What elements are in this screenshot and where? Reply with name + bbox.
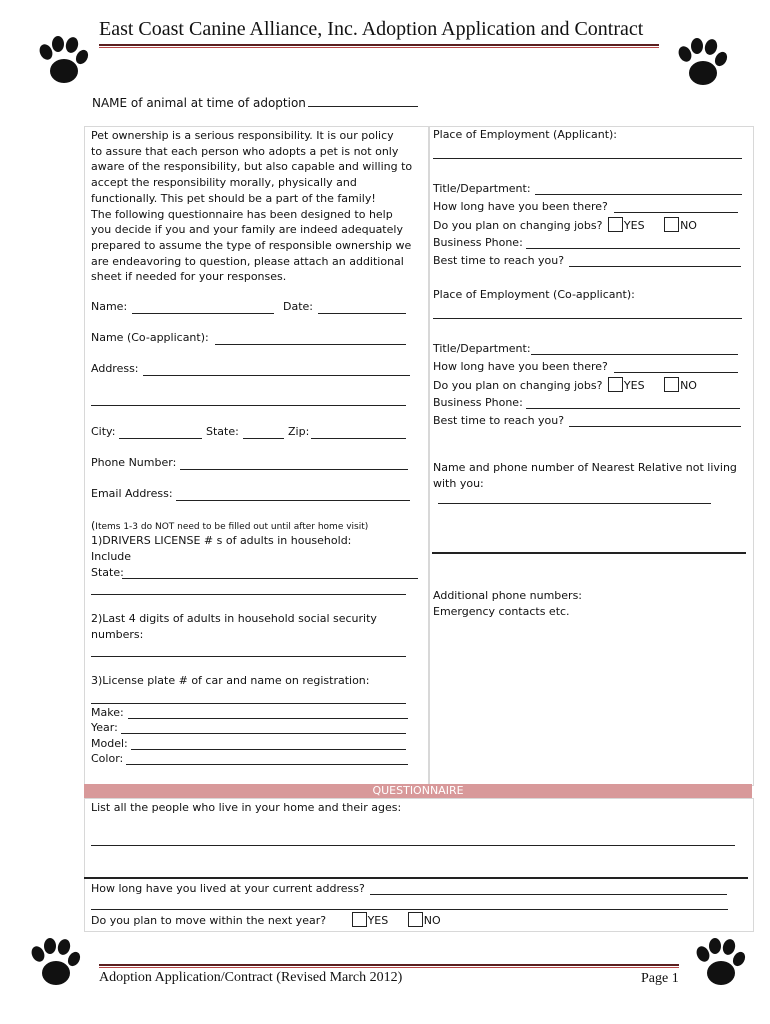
section-divider [432,552,746,554]
email-field[interactable] [176,500,410,501]
relative-field[interactable] [438,503,711,504]
co-how-long-label: How long have you been there? [433,360,608,373]
paw-print-icon [694,938,746,988]
zip-label: Zip: [288,425,310,438]
footer-left: Adoption Application/Contract (Revised March 2012) [99,970,403,985]
changing-jobs-label: Do you plan on changing jobs? [433,219,603,232]
no-checkbox[interactable] [664,217,679,232]
move-yes-checkbox[interactable] [352,912,367,927]
co-best-time-field[interactable] [569,426,741,427]
additional-phones-label: Additional phone numbers: [433,589,583,602]
drivers-license-label: 1)DRIVERS LICENSE # s of adults in household: [91,534,352,547]
people-field[interactable] [91,845,735,846]
intro-line: sheet if needed for your responses. [91,270,287,284]
yes-checkbox[interactable] [608,217,623,232]
co-yes-checkbox[interactable] [608,377,623,392]
animal-name-row [92,94,418,110]
items-note-paren: ( [91,519,96,532]
animal-name-field[interactable] [308,94,418,107]
questionnaire-divider [84,877,748,879]
phone-field[interactable] [180,469,408,470]
co-changing-jobs-row [433,377,697,394]
questionnaire-heading: QUESTIONNAIRE [84,784,752,798]
phone-label: Phone Number: [91,456,177,469]
relative-label: Name and phone number of Nearest Relative not living [433,461,737,474]
address-label: Address: [91,362,139,375]
city-label: City: [91,425,116,438]
license-plate-field[interactable] [91,703,406,704]
co-applicant-field[interactable] [215,344,406,345]
email-label: Email Address: [91,487,173,500]
year-label: Year: [91,721,118,734]
page-title: East Coast Canine Alliance, Inc. Adoption Application and Contract [99,18,644,40]
title-dept-field[interactable] [535,194,742,195]
intro-line: to assure that each person who adopts a pet is not only [91,144,399,158]
date-field[interactable] [318,313,406,314]
title-rule [99,44,659,46]
state-label: State: [206,425,239,438]
make-label: Make: [91,706,124,719]
animal-name-label: NAME of animal at time of adoption [92,96,306,110]
co-changing-jobs-label: Do you plan on changing jobs? [433,379,603,392]
business-phone-field[interactable] [526,248,740,249]
people-label: List all the people who live in your home and their ages: [91,801,402,814]
business-phone-label: Business Phone: [433,236,523,249]
footer-rule-accent [99,967,679,968]
model-field[interactable] [131,749,406,750]
ssn-label: 2)Last 4 digits of adults in household social security [91,612,377,625]
how-long-label: How long have you been there? [433,200,608,213]
year-field[interactable] [121,733,406,734]
name-field[interactable] [132,313,274,314]
model-label: Model: [91,737,128,750]
intro-line: aware of the responsibility, but also capable and willing to [91,160,413,174]
co-business-phone-field[interactable] [526,408,740,409]
relative-label-cont: with you: [433,477,484,490]
co-best-time-label: Best time to reach you? [433,414,565,427]
state-field[interactable] [243,438,284,439]
drivers-state-label: State: [91,566,124,579]
intro-line: The following questionnaire has been designed to help [91,207,393,221]
best-time-label: Best time to reach you? [433,254,565,267]
color-field[interactable] [126,764,408,765]
drivers-include-label: Include [91,550,132,563]
page-number: Page 1 [641,971,679,986]
intro-paragraph [91,128,412,285]
no-label: NO [680,219,697,232]
drivers-state-field[interactable] [122,578,418,579]
employment-applicant-label: Place of Employment (Applicant): [433,128,618,141]
co-no-checkbox[interactable] [664,377,679,392]
employment-applicant-field[interactable] [433,158,742,159]
name-label: Name: [91,300,128,313]
city-field[interactable] [119,438,202,439]
employment-coapplicant-field[interactable] [433,318,742,319]
changing-jobs-row [433,217,697,234]
co-business-phone-label: Business Phone: [433,396,523,409]
intro-line: prepared to assume the type of responsible ownership we [91,238,412,252]
co-applicant-label: Name (Co-applicant): [91,331,209,344]
co-yes-label: YES [623,379,645,392]
lived-field-line2[interactable] [91,909,728,910]
ssn-field[interactable] [91,656,406,657]
intro-line: accept the responsibility morally, physically and [91,176,357,190]
move-yes-label: YES [367,914,389,927]
lived-field[interactable] [370,894,727,895]
emergency-contacts-label: Emergency contacts etc. [433,605,570,618]
ssn-label-cont: numbers: [91,628,144,641]
best-time-field[interactable] [569,266,741,267]
date-label: Date: [283,300,313,313]
co-title-dept-field[interactable] [531,354,738,355]
co-no-label: NO [680,379,697,392]
move-label: Do you plan to move within the next year? [91,914,327,927]
items-note-text: Items 1-3 do NOT need to be filled out until after home visit) [95,522,369,532]
yes-label: YES [623,219,645,232]
employment-coapplicant-label: Place of Employment (Co-applicant): [433,288,635,301]
color-label: Color: [91,752,124,765]
address-field[interactable] [143,375,410,376]
make-field[interactable] [128,718,408,719]
paw-print-icon [29,938,81,988]
move-no-checkbox[interactable] [408,912,423,927]
move-row [91,912,441,929]
paw-print-icon [676,38,728,88]
zip-field[interactable] [311,438,406,439]
intro-line: functionally. This pet should be a part of the family! [91,191,376,205]
address-field-line2[interactable] [91,405,406,406]
title-rule-accent [99,47,659,48]
license-plate-label: 3)License plate # of car and name on registration: [91,674,370,687]
intro-line: Pet ownership is a serious responsibility. It is our policy [91,129,394,142]
intro-line: are endeavoring to question, please attach an additional [91,254,404,268]
title-dept-label: Title/Department: [433,182,531,195]
co-how-long-field[interactable] [614,372,738,373]
how-long-field[interactable] [614,212,738,213]
move-no-label: NO [423,914,441,927]
footer-rule [99,964,679,966]
co-title-dept-label: Title/Department: [433,342,531,355]
intro-line: you decide if you and your family are indeed adequately [91,223,403,237]
drivers-license-field-line2[interactable] [91,594,406,595]
lived-label: How long have you lived at your current address? [91,882,365,895]
paw-print-icon [37,36,89,86]
